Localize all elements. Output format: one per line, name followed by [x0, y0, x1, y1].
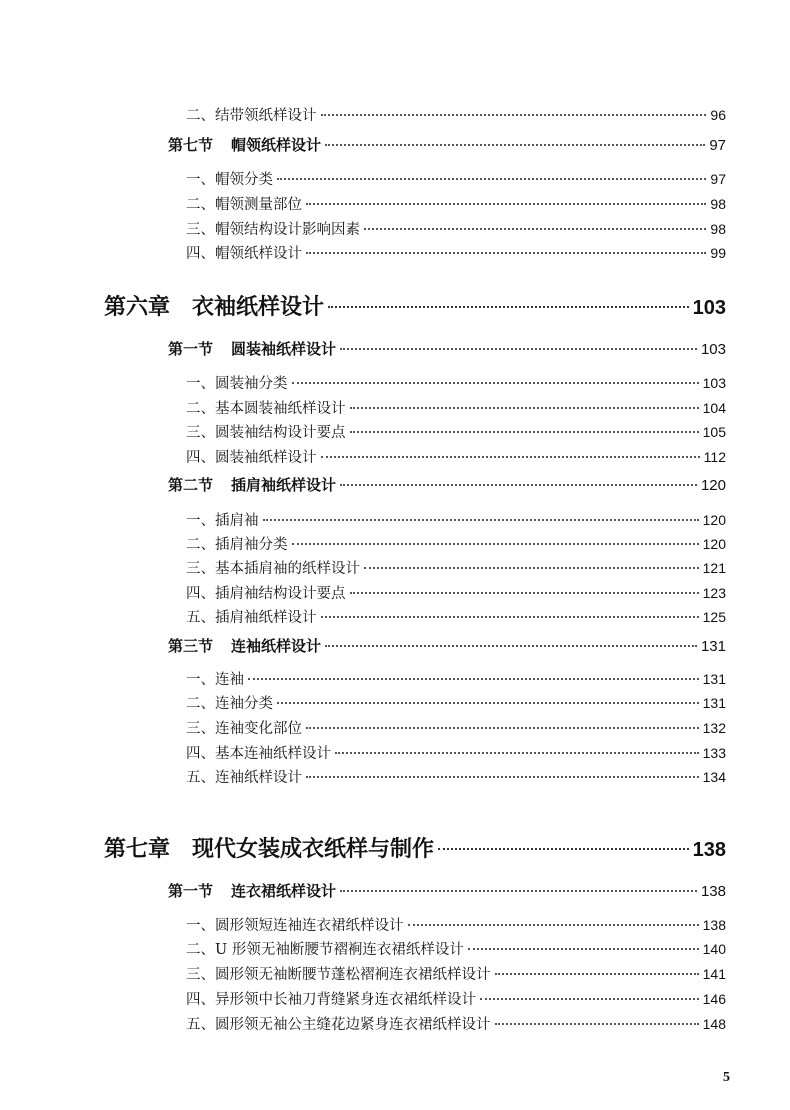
- toc-item: [186, 582, 726, 603]
- toc-page: 98: [710, 196, 726, 212]
- toc-title: 五、连袖纸样设计: [186, 770, 302, 786]
- toc-page: 131: [700, 638, 726, 655]
- toc-page: 138: [700, 883, 726, 900]
- toc-chapter: [104, 290, 726, 321]
- toc-title: 三、基本插肩袖的纸样设计: [186, 561, 360, 577]
- toc-page: 120: [700, 477, 726, 494]
- dot-leader: [325, 644, 697, 647]
- toc-section: [168, 338, 726, 359]
- dot-leader: [364, 566, 699, 569]
- toc-page: 141: [702, 966, 726, 982]
- toc-page: 138: [702, 917, 726, 933]
- toc-page: 99: [710, 245, 726, 261]
- dot-leader: [495, 972, 699, 975]
- toc-title: 二、结带领纸样设计: [186, 108, 317, 124]
- toc-page: 131: [702, 695, 726, 711]
- toc-item: [186, 446, 726, 467]
- toc-page: 105: [702, 424, 726, 440]
- toc-title: 五、插肩袖纸样设计: [186, 610, 317, 626]
- dot-leader: [340, 889, 697, 892]
- toc-page: 98: [710, 221, 726, 237]
- toc-title: 一、插肩袖: [186, 513, 259, 529]
- toc-item: [186, 372, 726, 393]
- toc-title: 四、异形领中长袖刀背缝紧身连衣裙纸样设计: [186, 992, 476, 1008]
- dot-leader: [495, 1022, 699, 1025]
- dot-leader: [408, 923, 699, 926]
- toc-item: [186, 533, 726, 554]
- toc-page: 96: [710, 107, 726, 123]
- dot-leader: [350, 430, 699, 433]
- toc-page: 97: [710, 171, 726, 187]
- toc-item: [186, 988, 726, 1009]
- toc-page: 131: [702, 671, 726, 687]
- toc-title: 三、帽领结构设计影响因素: [186, 222, 360, 238]
- toc-title: 一、连袖: [186, 672, 244, 688]
- toc-item: [186, 914, 726, 935]
- toc-item: [186, 742, 726, 763]
- toc-section: [168, 474, 726, 495]
- toc-page: 132: [702, 720, 726, 736]
- dot-leader: [340, 347, 697, 350]
- dot-leader: [350, 406, 699, 409]
- toc-item: [186, 218, 726, 239]
- toc-item: [186, 421, 726, 442]
- toc-page: 103: [700, 341, 726, 358]
- dot-leader: [306, 251, 706, 254]
- toc-title: 二、连袖分类: [186, 696, 273, 712]
- dot-leader: [277, 701, 699, 704]
- dot-leader: [438, 847, 689, 850]
- toc-number: 第一节: [168, 340, 214, 358]
- toc-title: 一、帽领分类: [186, 172, 273, 188]
- toc-item: [186, 397, 726, 418]
- dot-leader: [364, 227, 706, 230]
- toc-title: 三、圆形领无袖断腰节蓬松褶裥连衣裙纸样设计: [186, 967, 491, 983]
- dot-leader: [335, 751, 699, 754]
- toc-section: [168, 880, 726, 901]
- toc-page: 103: [702, 375, 726, 391]
- dot-leader: [340, 483, 697, 486]
- dot-leader: [306, 726, 699, 729]
- toc-page: 112: [703, 449, 726, 465]
- dot-leader: [306, 202, 706, 205]
- toc-page: 123: [702, 585, 726, 601]
- toc-number: 第七章: [104, 836, 171, 862]
- toc-section: [168, 635, 726, 656]
- toc-item: [186, 766, 726, 787]
- toc-item: [186, 963, 726, 984]
- toc-number: 第七节: [168, 136, 214, 154]
- toc-title: 一、圆装袖分类: [186, 376, 288, 392]
- dot-leader: [480, 997, 699, 1000]
- dot-leader: [321, 113, 707, 116]
- toc-page: 146: [702, 991, 726, 1007]
- dot-leader: [292, 381, 699, 384]
- dot-leader: [263, 518, 699, 521]
- toc-item: [186, 193, 726, 214]
- toc-title: 插肩袖纸样设计: [231, 476, 337, 494]
- toc-page: 97: [709, 137, 726, 154]
- toc-item: [186, 509, 726, 530]
- toc-title: 三、圆装袖结构设计要点: [186, 425, 346, 441]
- toc-title: 三、连袖变化部位: [186, 721, 302, 737]
- toc-title: 现代女装成衣纸样与制作: [192, 836, 435, 862]
- toc-title: 四、帽领纸样设计: [186, 246, 302, 262]
- toc-title: 衣袖纸样设计: [192, 294, 325, 320]
- toc-chapter: [104, 832, 726, 863]
- dot-leader: [277, 177, 706, 180]
- toc-number: 第一节: [168, 882, 214, 900]
- toc-title: 帽领纸样设计: [231, 136, 322, 154]
- toc-item: [186, 1013, 726, 1034]
- toc-page: 125: [702, 609, 726, 625]
- toc-item: [186, 242, 726, 263]
- toc-title: 连袖纸样设计: [231, 637, 322, 655]
- toc-title: 连衣裙纸样设计: [231, 882, 337, 900]
- toc-section: [168, 134, 726, 155]
- page-number: 5: [723, 1070, 730, 1085]
- toc-item: [186, 717, 726, 738]
- toc-title: 一、圆形领短连袖连衣裙纸样设计: [186, 918, 404, 934]
- dot-leader: [328, 305, 689, 308]
- toc-item: [186, 557, 726, 578]
- toc-page: 120: [702, 512, 726, 528]
- toc-page: 138: [692, 839, 726, 861]
- toc-title: 四、基本连袖纸样设计: [186, 746, 331, 762]
- toc-page: 103: [692, 297, 726, 319]
- dot-leader: [350, 591, 699, 594]
- toc-title: 四、插肩袖结构设计要点: [186, 586, 346, 602]
- toc-page: 134: [702, 769, 726, 785]
- dot-leader: [248, 677, 699, 680]
- dot-leader: [321, 455, 700, 458]
- toc-page: 120: [702, 536, 726, 552]
- dot-leader: [325, 143, 705, 146]
- toc-page: 148: [702, 1016, 726, 1032]
- toc-item: [186, 168, 726, 189]
- toc-title: 四、圆装袖纸样设计: [186, 450, 317, 466]
- dot-leader: [292, 542, 699, 545]
- toc-item: [186, 668, 726, 689]
- toc-number: 第二节: [168, 476, 214, 494]
- toc-page: 121: [702, 560, 726, 576]
- toc-title: 二、基本圆装袖纸样设计: [186, 401, 346, 417]
- toc-page: 140: [702, 941, 726, 957]
- dot-leader: [306, 775, 699, 778]
- toc-page: 104: [702, 400, 726, 416]
- toc-title: 圆装袖纸样设计: [231, 340, 337, 358]
- dot-leader: [321, 615, 699, 618]
- toc-title: 二、插肩袖分类: [186, 537, 288, 553]
- dot-leader: [468, 947, 699, 950]
- toc-title: 二、帽领测量部位: [186, 197, 302, 213]
- toc-title: 二、U 形领无袖断腰节褶裥连衣裙纸样设计: [186, 942, 464, 958]
- toc-item: [186, 692, 726, 713]
- toc-number: 第六章: [104, 294, 171, 320]
- toc-item: [186, 104, 726, 125]
- toc-number: 第三节: [168, 637, 214, 655]
- toc-item: [186, 938, 726, 959]
- toc-page: 133: [702, 745, 726, 761]
- toc-item: [186, 606, 726, 627]
- toc-title: 五、圆形领无袖公主缝花边紧身连衣裙纸样设计: [186, 1017, 491, 1033]
